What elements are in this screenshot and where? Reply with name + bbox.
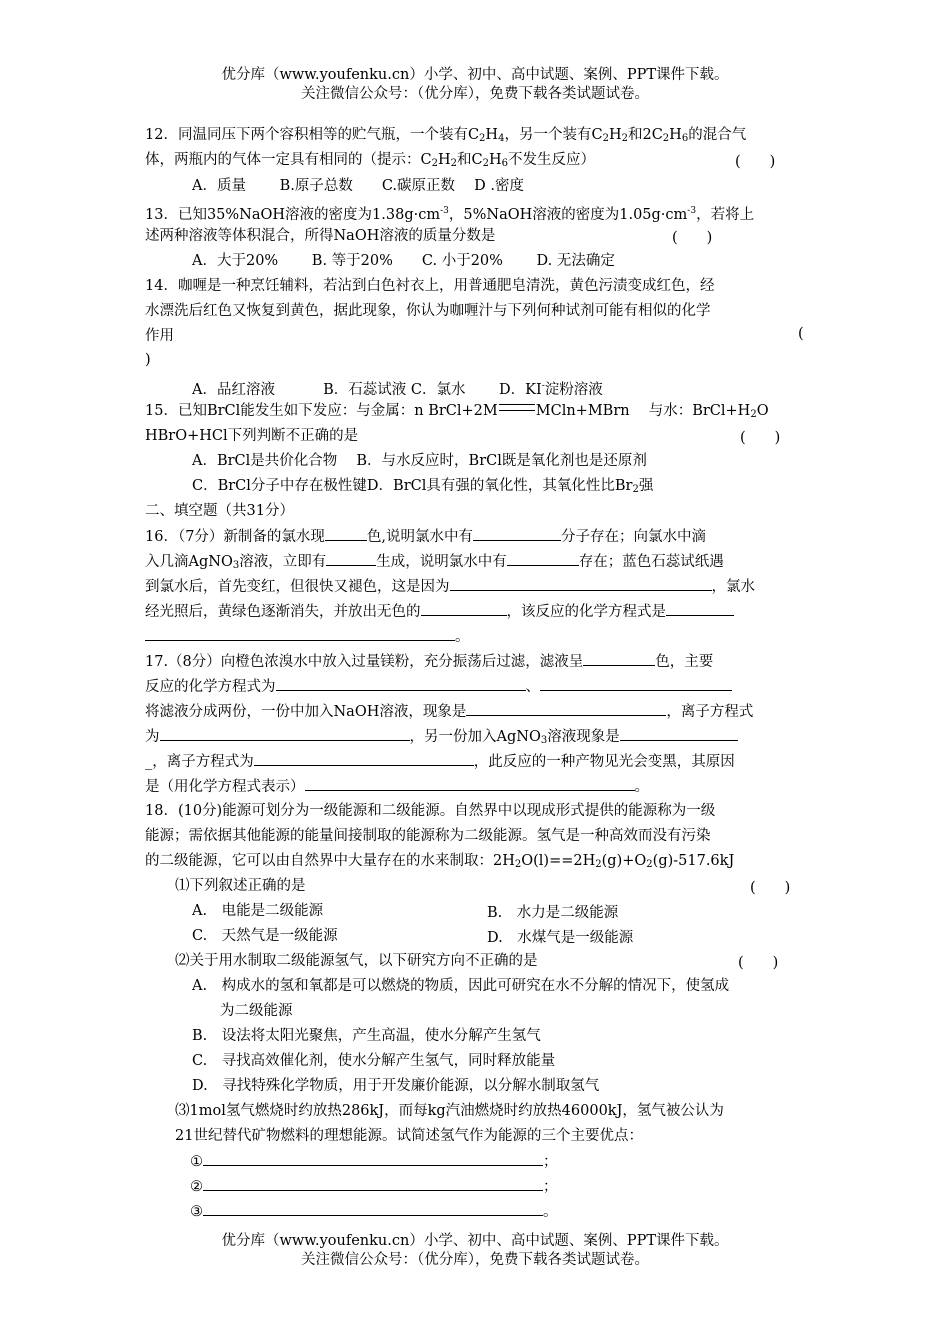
- q18-p1-option-b: B. 水力是二级能源: [487, 905, 619, 921]
- answer-blank[interactable]: [473, 526, 561, 541]
- header-line-2: 关注微信公众号：（优分库），免费下载各类试题试卷。: [301, 86, 649, 102]
- q12-line-1: 12．同温同压下两个容积相等的贮气瓶，一个装有$C_2H_4$，另一个装有$C_2H_2$和$2C_2H_6$的混合气: [145, 127, 747, 144]
- q18-part-1: ⑴下列叙述正确的是: [175, 878, 306, 894]
- q12-line-2: 体，两瓶内的气体一定具有相同的（提示：$C_2H_2$和$C_2H_6$不发生反应）: [145, 152, 596, 169]
- q14-line-1: 14．咖喱是一种烹饪辅料，若沾到白色衬衣上，用普通肥皂清洗，黄色污渍变成红色，经: [145, 278, 715, 294]
- q13-answer-paren: ( ): [672, 230, 713, 246]
- answer-blank[interactable]: [326, 551, 376, 566]
- q18-p1-option-d: D. 水煤气是一级能源: [487, 930, 634, 946]
- answer-blank[interactable]: [276, 676, 526, 691]
- q17-line-6: 是（用化学方程式表示） 。: [145, 776, 805, 797]
- q16-line-2: 入几滴AgNO$_3$溶液，立即有 生成，说明氯水中有 存在；蓝色石蕊试纸遇: [145, 551, 805, 576]
- q18-part-3-line-2: 21世纪替代矿物燃料的理想能源。试简述氢气作为能源的三个主要优点：: [175, 1128, 643, 1144]
- answer-blank[interactable]: [145, 626, 455, 641]
- q14-paren-close: ): [145, 352, 151, 368]
- footer-line-1: 优分库（www.youfenku.cn）小学、初中、高中试题、案例、PPT课件下载。: [221, 1233, 729, 1249]
- answer-blank[interactable]: [305, 776, 635, 791]
- double-bond-arrow: [499, 404, 535, 411]
- answer-blank[interactable]: [160, 726, 410, 741]
- q17-line-5: _，离子方程式为 ，此反应的一种产物见光会变黑，其原因: [145, 751, 805, 772]
- q17-line-4: 为 ，另一份加入AgNO$_3$溶液现象是: [145, 726, 805, 751]
- q15-option-ab: A．BrCl是共价化合物 B．与水反应时，BrCl既是氧化剂也是还原剂: [192, 453, 647, 469]
- page-footer: [0, 1232, 950, 1270]
- q14-line-3: 作用: [145, 328, 174, 344]
- answer-blank[interactable]: [666, 601, 734, 616]
- q15-line-2: HBrO+HCl下列判断不正确的是: [145, 428, 359, 444]
- header-line-1: 优分库（www.youfenku.cn）小学、初中、高中试题、案例、PPT课件下载。: [221, 67, 729, 83]
- q15-answer-paren: ( ): [740, 430, 781, 446]
- q18-line-1: 18．(10分)能源可划分为一级能源和二级能源。自然界中以现成形式提供的能源称为一级: [145, 803, 716, 819]
- answer-blank[interactable]: [254, 751, 474, 766]
- q18-p2-option-a-2: 为二级能源: [220, 1003, 293, 1019]
- answer-blank[interactable]: [466, 701, 666, 716]
- q18-part-2-paren: ( ): [738, 955, 779, 971]
- q15-line-1: 15．已知BrCl能发生如下发应：与金属：n BrCl+2M MCln+MBrn 与水：$BrCl+H_2O$: [145, 403, 769, 420]
- q13-line-2: 述两种溶液等体积混合，所得NaOH溶液的质量分数是: [145, 228, 496, 244]
- q18-line-3: 的二级能源，它可以由自然界中大量存在的水来制取：$2H_2O(l)==2H_2(g)+O_2(g)-517.6kJ$: [145, 853, 735, 870]
- answer-blank[interactable]: [583, 651, 655, 666]
- q14-options: A．品红溶液 B．石蕊试液 C．氯水 D．KI-淀粉溶液: [192, 381, 603, 398]
- answer-blank[interactable]: [203, 1176, 543, 1191]
- q13-options: A．大于20% B. 等于20% C. 小于20% D. 无法确定: [192, 253, 615, 269]
- q18-part-2: ⑵关于用水制取二级能源氢气，以下研究方向不正确的是: [175, 953, 538, 969]
- q15-option-cd: C．BrCl分子中存在极性键D．BrCl具有强的氧化性，其氧化性比$Br_2$强: [192, 478, 654, 495]
- q14-line-2: 水漂洗后红色又恢复到黄色，据此现象，你认为咖喱汁与下列何种试剂可能有相似的化学: [145, 303, 711, 319]
- q16-line-3: 到氯水后，首先变红，但很快又褪色，这是因为 ，氯水: [145, 576, 805, 597]
- answer-blank[interactable]: [421, 601, 507, 616]
- q18-advantage-3: ③ 。: [190, 1201, 850, 1222]
- q16-line-5: 。: [145, 626, 805, 647]
- section-title: 二、填空题（共31分）: [145, 503, 294, 519]
- answer-blank[interactable]: [450, 576, 712, 591]
- q17-line-1: 17.（8分）向橙色浓溴水中放入过量镁粉，充分振荡后过滤，滤液呈 色，主要: [145, 651, 805, 672]
- q18-advantage-2: ② ；: [190, 1176, 850, 1197]
- q18-part-3-line-1: ⑶1mol氢气燃烧时约放热286kJ，而每kg汽油燃烧时约放热46000kJ，氢气被公认为: [175, 1103, 724, 1119]
- q18-advantage-1: ① ；: [190, 1151, 850, 1172]
- q14-paren-open: (: [798, 326, 804, 342]
- answer-blank[interactable]: [507, 551, 579, 566]
- q12-options: A．质量 B.原子总数 C.碳原正数 D .密度: [192, 178, 524, 194]
- q12-answer-paren: ( ): [735, 154, 776, 170]
- page-header: [0, 66, 950, 104]
- q18-p1-option-c: C. 天然气是一级能源: [192, 928, 338, 944]
- q18-line-2: 能源；需依据其他能源的能量间接制取的能源称为二级能源。氢气是一种高效而没有污染: [145, 828, 711, 844]
- q13-line-1: 13．已知35%NaOH溶液的密度为$1.38g\cdot cm^{-3}$，5%NaOH溶液的密度为$1.05g\cdot cm^{-3}$，若将上: [145, 206, 755, 223]
- q18-p1-option-a: A. 电能是二级能源: [192, 903, 324, 919]
- q18-p2-option-a-1: A. 构成水的氢和氧都是可以燃烧的物质，因此可研究在水不分解的情况下，使氢成: [192, 978, 730, 994]
- q16-line-1: 16．（7分）新制备的氯水现 色,说明氯水中有 分子存在；向氯水中滴: [145, 526, 805, 547]
- answer-blank[interactable]: [203, 1201, 543, 1216]
- q17-line-3: 将滤液分成两份，一份中加入NaOH溶液，现象是 ，离子方程式: [145, 701, 805, 722]
- q16-line-4: 经光照后，黄绿色逐渐消失，并放出无色的 ，该反应的化学方程式是: [145, 601, 805, 622]
- footer-line-2: 关注微信公众号：（优分库），免费下载各类试题试卷。: [301, 1252, 649, 1268]
- answer-blank[interactable]: [203, 1151, 543, 1166]
- q18-p2-option-d: D. 寻找特殊化学物质，用于开发廉价能源，以分解水制取氢气: [192, 1078, 600, 1094]
- answer-blank[interactable]: [620, 726, 738, 741]
- q18-p2-option-b: B. 设法将太阳光聚焦，产生高温，使水分解产生氢气: [192, 1028, 541, 1044]
- answer-blank[interactable]: [540, 676, 732, 691]
- q18-part-1-paren: ( ): [750, 880, 791, 896]
- q18-p2-option-c: C. 寻找高效催化剂，使水分解产生氢气，同时释放能量: [192, 1053, 556, 1069]
- q17-line-2: 反应的化学方程式为 、: [145, 676, 805, 697]
- answer-blank[interactable]: [325, 526, 367, 541]
